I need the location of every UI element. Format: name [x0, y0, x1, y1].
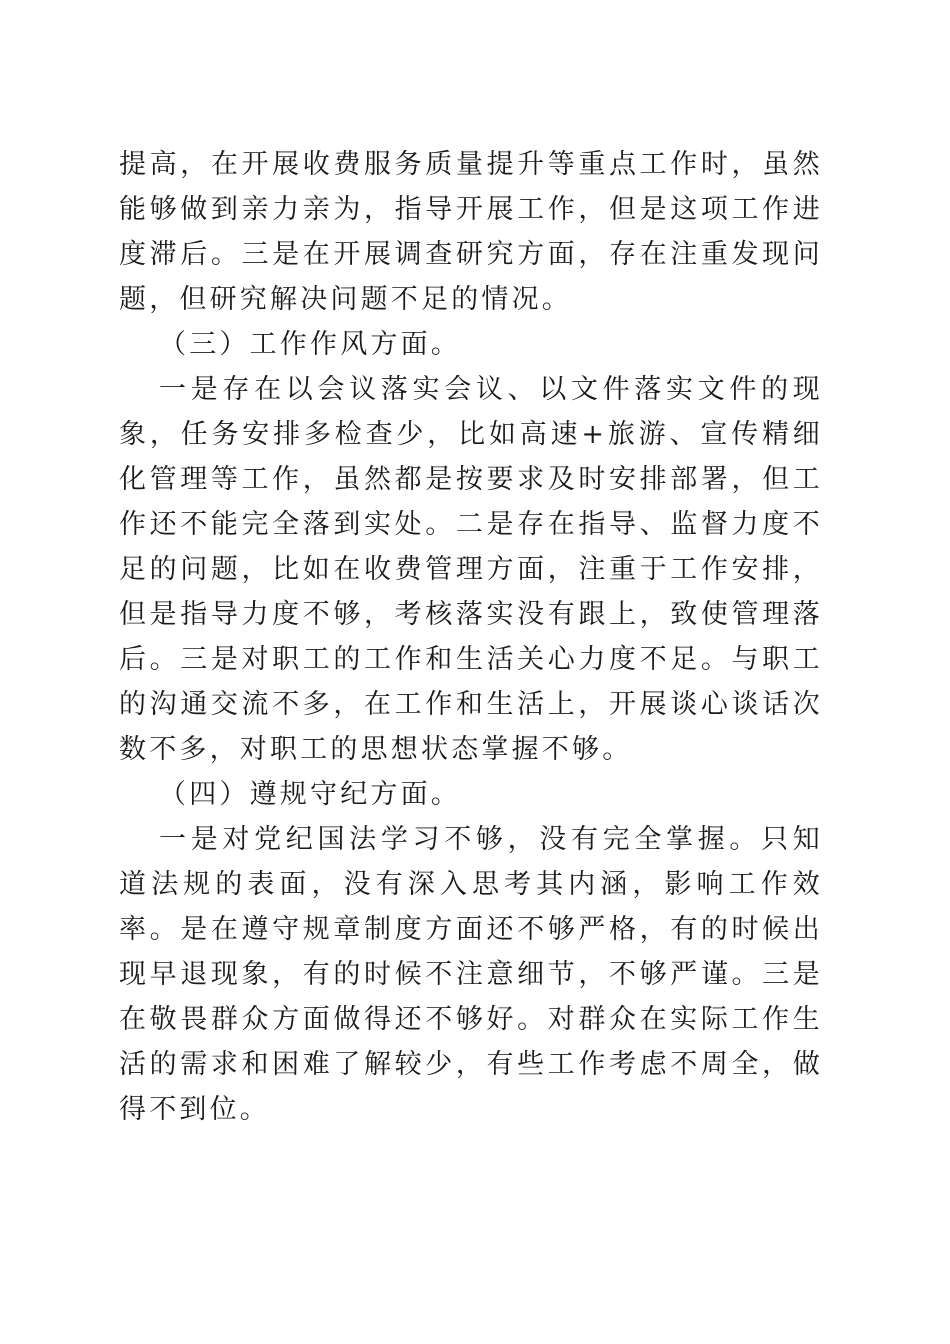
section-heading-work-style: （三）工作作风方面。 [159, 329, 461, 360]
paragraph-work-style: 一是存在以会议落实会议、以文件落实文件的现象，任务安排多检查少，比如高速+旅游、宣传精细化管理等工作，虽然都是按要求及时安排部署，但工作还不能完全落到实处。二是存在指导、监督力度不足的问题，比如在收费管理方面，注重于工作安排，但是指导力度不够，考核落实没有跟上，致使管理落后。三是对职工的工作和生活关心力度不足。与职工的沟通交流不多，在工作和生活上，开展谈心谈话次数不多，对职工的思想状态掌握不够。 [119, 374, 823, 765]
section-heading-discipline: （四）遵规守纪方面。 [159, 779, 461, 810]
paragraph-continuation: 提高，在开展收费服务质量提升等重点工作时，虽然能够做到亲力亲为，指导开展工作，但是这项工作进度滞后。三是在开展调查研究方面，存在注重发现问题，但研究解决问题不足的情况。 [119, 149, 823, 315]
document-body [119, 142, 823, 1132]
paragraph-discipline: 一是对党纪国法学习不够，没有完全掌握。只知道法规的表面，没有深入思考其内涵，影响工作效率。是在遵守规章制度方面还不够严格，有的时候出现早退现象，有的时候不注意细节，不够严谨。三是在敬畏群众方面做得还不够好。对群众在实际工作生活的需求和困难了解较少，有些工作考虑不周全，做得不到位。 [119, 824, 823, 1125]
